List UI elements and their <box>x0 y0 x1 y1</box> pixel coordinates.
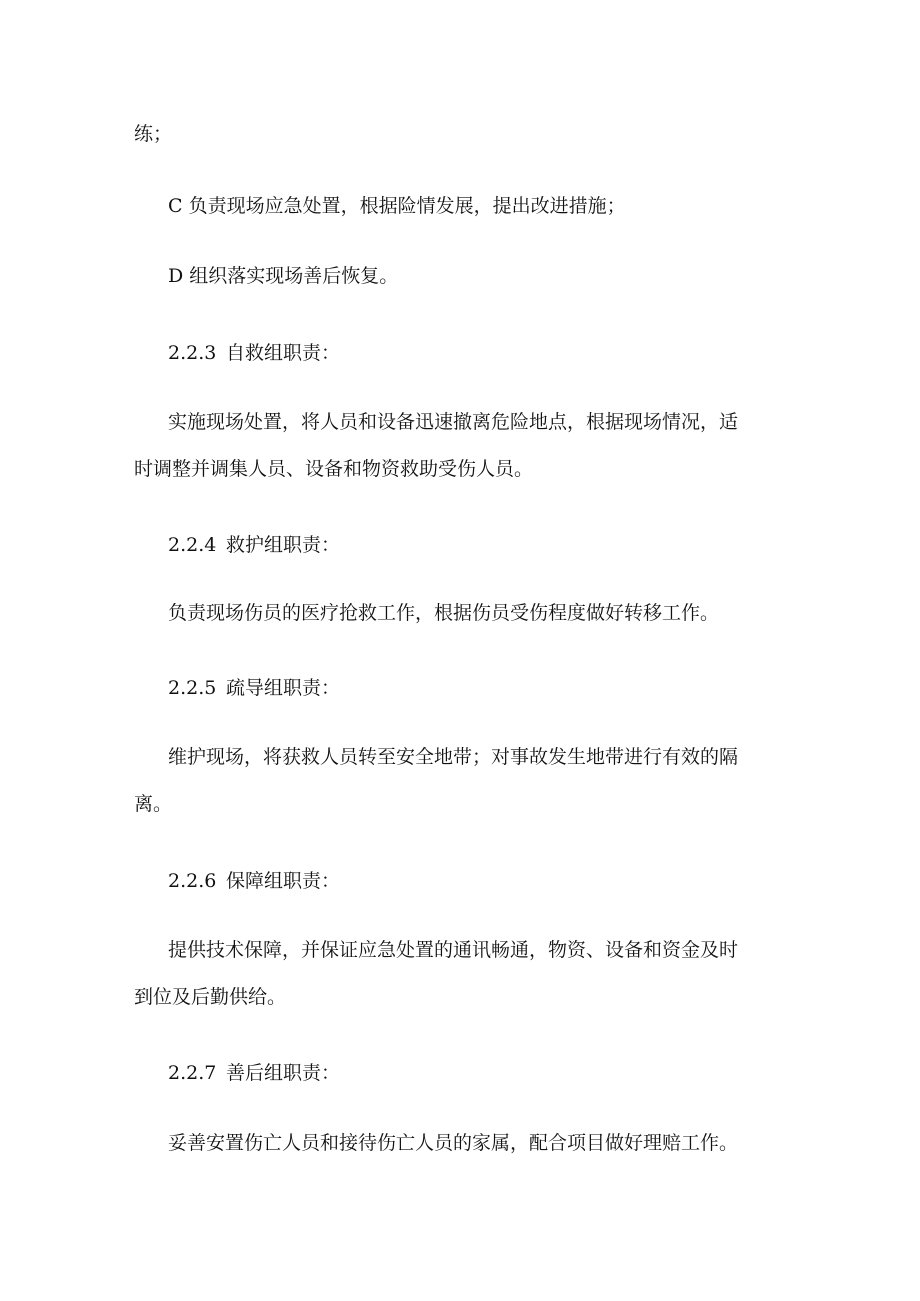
section-number: 2.2.3 <box>168 342 217 364</box>
section-number: 2.2.6 <box>168 870 217 892</box>
section-title: 善后组职责： <box>226 1062 341 1084</box>
section-title: 保障组职责： <box>226 870 341 892</box>
paragraph-line: 离。 <box>134 793 173 815</box>
section-heading-2-2-5 <box>168 675 808 701</box>
list-item-d: D 组织落实现场善后恢复。 <box>168 265 399 287</box>
section-title: 疏导组职责： <box>226 677 341 699</box>
section-number: 2.2.5 <box>168 677 217 699</box>
paragraph-line: 到位及后勤供给。 <box>134 986 287 1008</box>
paragraph-line: 维护现场，将获救人员转至安全地带；对事故发生地带进行有效的隔 <box>168 746 739 768</box>
list-item-c: C 负责现场应急处置，根据险情发展，提出改进措施； <box>168 195 626 217</box>
paragraph-line: 提供技术保障，并保证应急处置的通讯畅通，物资、设备和资金及时 <box>168 939 739 961</box>
section-number: 2.2.7 <box>168 1062 217 1084</box>
section-heading-2-2-7 <box>168 1060 808 1086</box>
paragraph-continuation: 练； <box>134 123 173 145</box>
section-heading-2-2-6 <box>168 868 808 894</box>
section-title: 救护组职责： <box>226 534 341 556</box>
section-heading-2-2-3 <box>168 340 808 366</box>
section-title: 自救组职责： <box>226 342 341 364</box>
paragraph-line: 实施现场处置，将人员和设备迅速撤离危险地点，根据现场情况，适 <box>168 411 739 433</box>
paragraph-line: 妥善安置伤亡人员和接待伤亡人员的家属，配合项目做好理赔工作。 <box>168 1132 739 1154</box>
paragraph-line: 时调整并调集人员、设备和物资救助受伤人员。 <box>134 458 534 480</box>
section-heading-2-2-4 <box>168 532 808 558</box>
section-number: 2.2.4 <box>168 534 217 556</box>
paragraph-line: 负责现场伤员的医疗抢救工作，根据伤员受伤程度做好转移工作。 <box>168 602 720 624</box>
